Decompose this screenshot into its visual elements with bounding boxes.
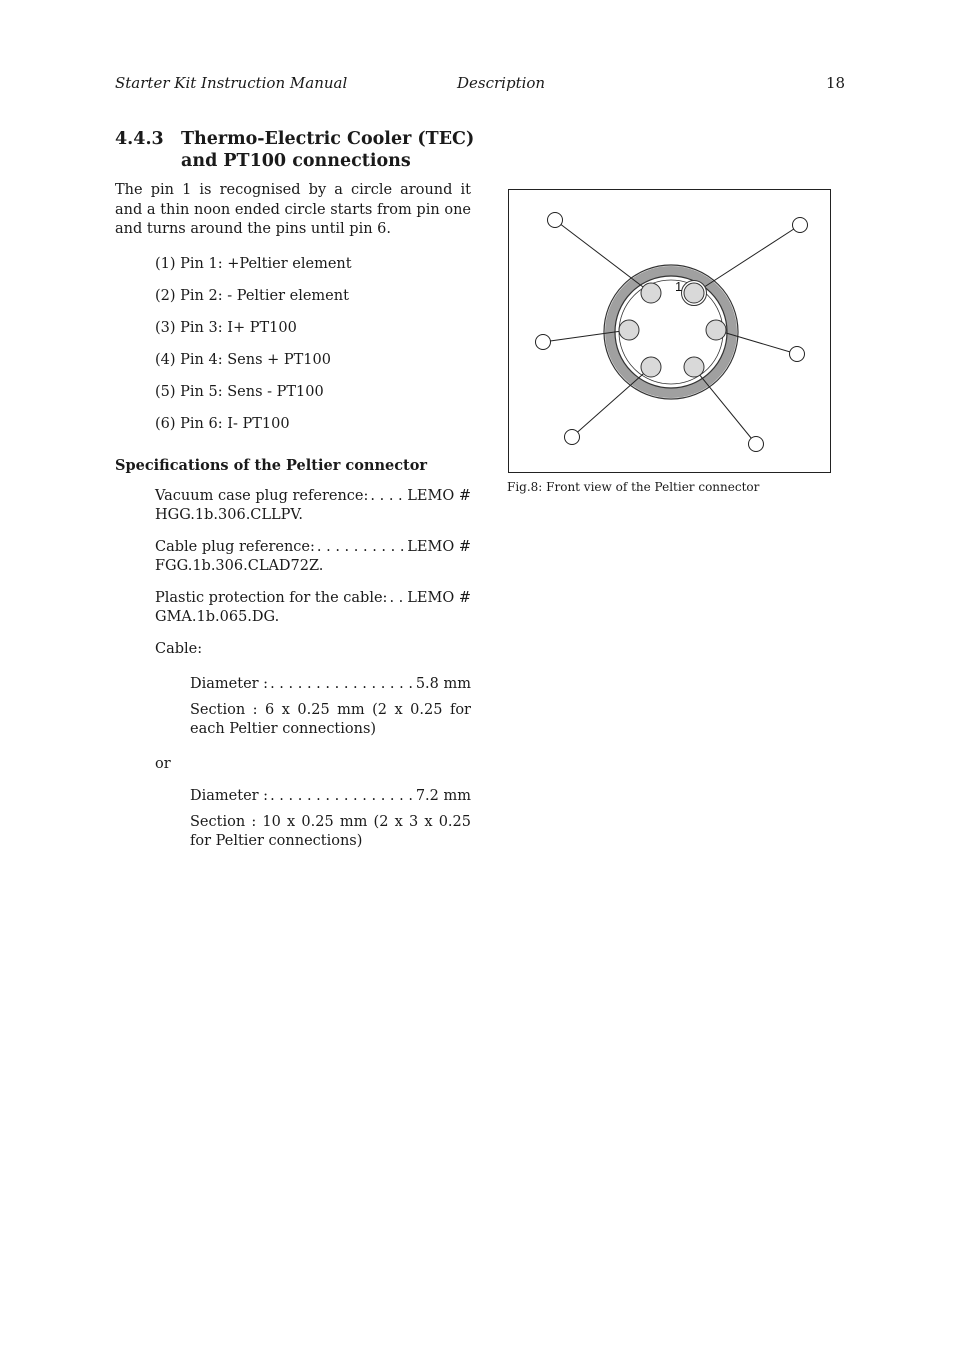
- connector-figure: [508, 189, 831, 473]
- connector-pin: [706, 320, 726, 340]
- spec-value: LEMO #: [407, 539, 471, 555]
- pin-1-label: 1: [675, 279, 683, 294]
- spec-label: Cable plug reference:: [155, 539, 315, 555]
- connector-pin: [684, 283, 704, 303]
- connector-diagram: [509, 190, 830, 472]
- terminal-circle: [749, 437, 764, 452]
- header-chapter: Description: [457, 74, 546, 92]
- spec-item-vacuum-plug: [155, 487, 471, 525]
- pin-list-item: (5) Pin 5: Sens - PT100: [155, 384, 324, 400]
- specifications-heading: Specifications of the Peltier connector: [115, 457, 428, 474]
- figure-caption: Fig.8: Front view of the Peltier connector: [507, 480, 760, 494]
- terminal-circle: [548, 213, 563, 228]
- terminal-circle: [565, 430, 580, 445]
- pin-list-item: (6) Pin 6: I- PT100: [155, 416, 290, 432]
- terminal-circle: [793, 218, 808, 233]
- spec-reference: GMA.1b.065.DG.: [155, 609, 280, 625]
- spec-label: Plastic protection for the cable:: [155, 590, 388, 606]
- or-separator: or: [155, 756, 171, 772]
- terminal-circle: [536, 335, 551, 350]
- spec-label: Vacuum case plug reference:: [155, 488, 369, 504]
- pin-list-item: (2) Pin 2: - Peltier element: [155, 288, 349, 304]
- diameter-label: Diameter :: [190, 676, 269, 692]
- spec-value: LEMO #: [407, 590, 471, 606]
- diameter-value: 5.8 mm: [415, 676, 471, 692]
- pin-list-item: (1) Pin 1: +Peltier element: [155, 256, 352, 272]
- intro-paragraph: The pin 1 is recognised by a circle around it and a thin noon ended circle starts from pin one and turns around the pins until pin 6.: [115, 182, 471, 237]
- leader-dots: [389, 589, 405, 608]
- pin-list-item: (3) Pin 3: I+ PT100: [155, 320, 297, 336]
- diameter-label: Diameter :: [190, 788, 269, 804]
- cable-b-section: Section : 10 x 0.25 mm (2 x 3 x 0.25 for Peltier connections): [190, 814, 471, 849]
- page-number: 18: [826, 74, 846, 92]
- leader-dots: [270, 675, 414, 694]
- cable-b-diameter: [190, 787, 471, 806]
- pin-list-item: (4) Pin 4: Sens + PT100: [155, 352, 331, 368]
- spec-item-cable-plug: [155, 538, 471, 576]
- terminal-circle: [790, 347, 805, 362]
- spec-reference: HGG.1b.306.CLLPV.: [155, 507, 303, 523]
- spec-value: LEMO #: [407, 488, 471, 504]
- leader-line: [555, 220, 651, 293]
- cable-a-section: Section : 6 x 0.25 mm (2 x 0.25 for each Peltier connections): [190, 702, 471, 737]
- spec-item-plastic-protection: [155, 589, 471, 627]
- section-title: Thermo-Electric Cooler (TEC) and PT100 connections: [181, 129, 475, 171]
- connector-pin: [641, 357, 661, 377]
- connector-pin: [641, 283, 661, 303]
- leader-line: [694, 368, 756, 444]
- leader-dots: [317, 538, 405, 557]
- header-manual-title: Starter Kit Instruction Manual: [115, 74, 348, 92]
- leader-dots: [370, 487, 405, 506]
- cable-a-diameter: [190, 675, 471, 694]
- section-number: 4.4.3: [115, 129, 164, 149]
- leader-dots: [270, 787, 414, 806]
- cable-label: Cable:: [155, 641, 203, 657]
- leader-line: [572, 367, 651, 437]
- connector-pin: [684, 357, 704, 377]
- connector-pin: [619, 320, 639, 340]
- leader-line: [695, 225, 800, 293]
- spec-reference: FGG.1b.306.CLAD72Z.: [155, 558, 324, 574]
- diameter-value: 7.2 mm: [415, 788, 471, 804]
